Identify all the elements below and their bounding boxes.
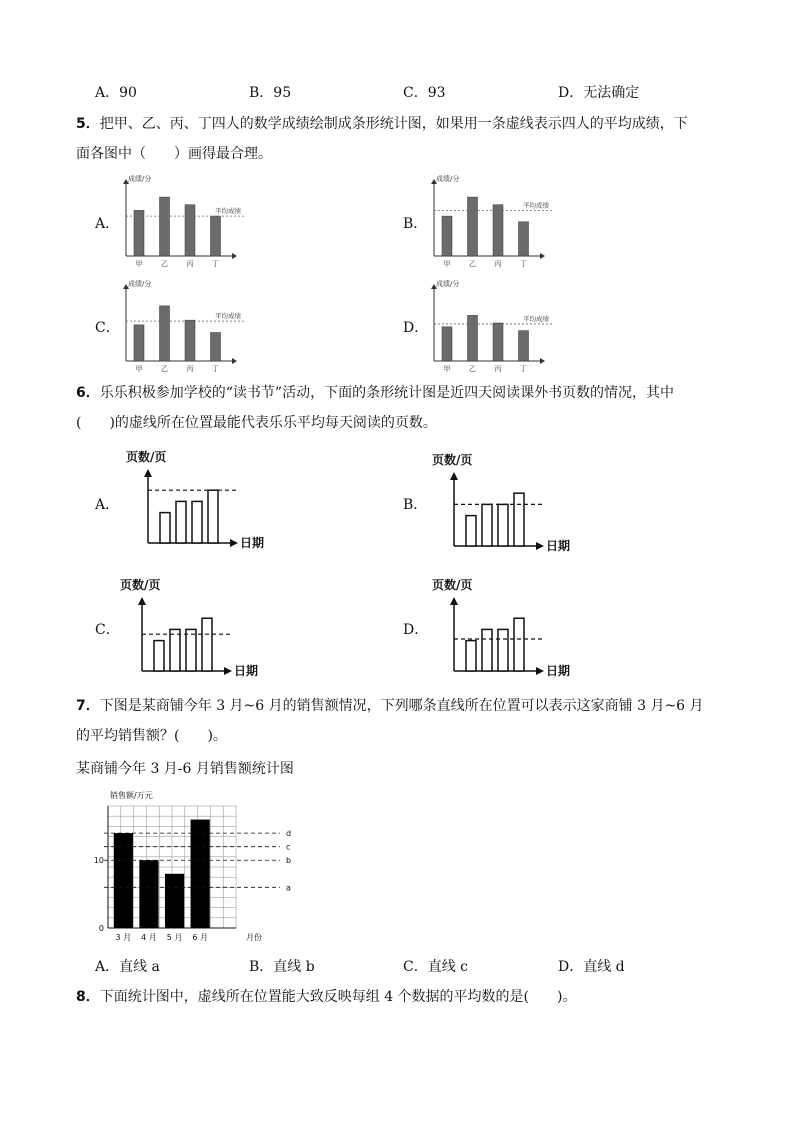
bar [442, 216, 452, 256]
q7-option-c: C．直线 c [403, 959, 469, 975]
bar [498, 629, 508, 671]
bar [191, 820, 210, 928]
q5-number: 5． [76, 116, 100, 132]
x-tick-label: 丙 [494, 260, 502, 268]
q6-label-c: C． [95, 622, 120, 638]
q5-label-b: B． [403, 216, 428, 232]
bar [468, 315, 478, 361]
bar [154, 641, 164, 671]
y-axis-label: 销售额/万元 [110, 791, 153, 800]
q7-chart-title: 某商铺今年 3 月-6 月销售额统计图 [76, 761, 294, 777]
bar [202, 618, 212, 671]
bar [170, 629, 180, 671]
x-tick-label: 丁 [212, 365, 219, 373]
y-axis-label: 成绩/分 [128, 280, 152, 288]
bar [165, 874, 184, 928]
average-label: 平均成绩 [215, 207, 241, 216]
x-axis-arrow-icon [224, 667, 232, 675]
x-tick-label: 6 月 [192, 933, 208, 942]
q7-text-line2: 的平均销售额？( )。 [76, 728, 227, 744]
bar [160, 306, 170, 361]
bar [493, 323, 503, 361]
q5-text-line1: 把甲、乙、丙、丁四人的数学成绩绘制成条形统计图，如果用一条虚线表示四人的平均成绩，下 [99, 116, 688, 132]
q7-stem-line1 [76, 696, 704, 716]
q7-number: 7． [76, 698, 100, 714]
bar [514, 618, 524, 671]
q8-stem [76, 987, 576, 1007]
reference-line-label: b [286, 856, 292, 866]
x-axis-arrow-icon [536, 667, 544, 675]
q7-option-b: B．直线 b [249, 959, 315, 975]
average-label: 平均成绩 [523, 314, 549, 323]
x-tick-label: 丙 [494, 365, 502, 373]
y-axis-label: 页数/页 [432, 578, 473, 592]
x-tick-label: 乙 [161, 365, 168, 373]
q5-chart-b [426, 172, 566, 272]
y-axis-arrow-icon [450, 597, 458, 605]
y-axis-label: 成绩/分 [436, 280, 460, 288]
x-tick-label: 丁 [520, 365, 527, 373]
x-tick-label: 丙 [186, 260, 194, 268]
y-axis-arrow-icon [144, 469, 152, 477]
x-tick-label: 丁 [520, 260, 527, 268]
bar [176, 501, 186, 543]
x-tick-label: 3 月 [115, 933, 132, 942]
bar [493, 205, 503, 256]
x-axis-label: 日期 [234, 664, 259, 678]
x-tick-label: 甲 [135, 260, 143, 268]
x-tick-label: 丙 [186, 365, 194, 373]
bar [185, 320, 195, 361]
bar [519, 331, 529, 361]
x-tick-label: 甲 [443, 260, 451, 268]
q5-chart-c [118, 277, 258, 377]
q6-stem-line1 [76, 383, 674, 403]
y-tick-label: 10 [93, 856, 104, 866]
q6-label-d: D． [403, 622, 429, 638]
x-tick-label: 丁 [212, 260, 219, 268]
q5-chart-d [426, 277, 566, 377]
x-tick-label: 乙 [469, 365, 476, 373]
average-label: 平均成绩 [523, 201, 549, 210]
bar [466, 516, 476, 546]
q5-label-d: D． [403, 320, 429, 336]
q5-chart-a [118, 172, 258, 272]
q6-text-line2: ( )的虚线所在位置最能代表乐乐平均每天阅读的页数。 [76, 415, 437, 431]
q8-number: 8． [76, 989, 100, 1005]
bar [160, 513, 170, 543]
x-tick-label: 甲 [443, 365, 451, 373]
bar [468, 197, 478, 256]
y-axis-arrow-icon [138, 597, 146, 605]
x-tick-label: 乙 [161, 260, 168, 268]
x-tick-label: 4 月 [141, 933, 157, 942]
q6-label-b: B． [403, 497, 428, 513]
q4-option-b: B．95 [249, 85, 292, 101]
bar [498, 504, 508, 546]
bar [134, 210, 144, 256]
q5-label-a: A． [95, 216, 120, 232]
bar [134, 325, 144, 361]
bar [519, 222, 529, 256]
q6-chart-d [424, 571, 584, 683]
reference-line-label: c [286, 842, 291, 852]
x-tick-label: 5 月 [166, 933, 183, 942]
bar [208, 490, 218, 543]
q5-stem-line1 [76, 114, 688, 134]
bar [185, 205, 195, 256]
x-axis-arrow-icon [230, 539, 238, 547]
bar [160, 197, 170, 256]
bar [192, 501, 202, 543]
x-axis-arrow-icon [232, 253, 237, 259]
bar [514, 493, 524, 546]
x-axis-label: 日期 [546, 664, 571, 678]
x-axis-arrow-icon [536, 542, 544, 550]
q6-text-line1: 乐乐积极参加学校的“读书节”活动，下面的条形统计图是近四天阅读课外书页数的情况，其中 [99, 385, 675, 401]
q4-option-a: A．90 [95, 85, 137, 101]
y-tick-label: 0 [98, 924, 104, 933]
q5-text-line2: 面各图中（ ）画得最合理。 [76, 146, 272, 162]
q6-chart-a [118, 443, 278, 555]
x-axis-arrow-icon [232, 358, 237, 364]
y-axis-label: 成绩/分 [436, 175, 460, 183]
q5-label-c: C． [95, 320, 120, 336]
y-axis-arrow-icon [450, 472, 458, 480]
q8-text: 下面统计图中，虚线所在位置能大致反映每组 4 个数据的平均数的是( )。 [99, 989, 577, 1005]
bar [211, 216, 221, 256]
q6-label-a: A． [95, 497, 120, 513]
q7-text-line1: 下图是某商铺今年 3 月~6 月的销售额情况，下列哪条直线所在位置可以表示这家商铺 3 月~6 月 [99, 698, 704, 714]
q6-chart-b [424, 446, 584, 558]
q7-chart [88, 786, 308, 946]
x-axis-label: 日期 [240, 536, 265, 550]
x-axis-arrow-icon [540, 358, 545, 364]
bar [482, 629, 492, 671]
y-axis-label: 成绩/分 [128, 175, 152, 183]
x-axis-label: 月份 [246, 933, 262, 942]
x-axis-label: 日期 [546, 539, 571, 553]
y-axis-label: 页数/页 [126, 450, 167, 464]
x-tick-label: 甲 [135, 365, 143, 373]
q7-option-a: A．直线 a [95, 959, 160, 975]
bar [211, 333, 221, 362]
bar [482, 504, 492, 546]
q6-chart-c [112, 571, 272, 683]
q6-number: 6． [76, 385, 100, 401]
q4-option-c: C．93 [403, 85, 446, 101]
bar [466, 641, 476, 671]
average-label: 平均成绩 [215, 312, 241, 321]
reference-line-label: a [286, 883, 291, 893]
bar [442, 327, 452, 361]
y-axis-label: 页数/页 [120, 578, 161, 592]
x-tick-label: 乙 [469, 260, 476, 268]
x-axis-arrow-icon [540, 253, 545, 259]
q7-option-d: D．直线 d [558, 959, 625, 975]
q4-option-d: D．无法确定 [558, 85, 640, 101]
bar [114, 833, 133, 928]
reference-line-label: d [286, 829, 292, 839]
bar [139, 860, 158, 928]
y-axis-label: 页数/页 [432, 453, 473, 467]
bar [186, 629, 196, 671]
